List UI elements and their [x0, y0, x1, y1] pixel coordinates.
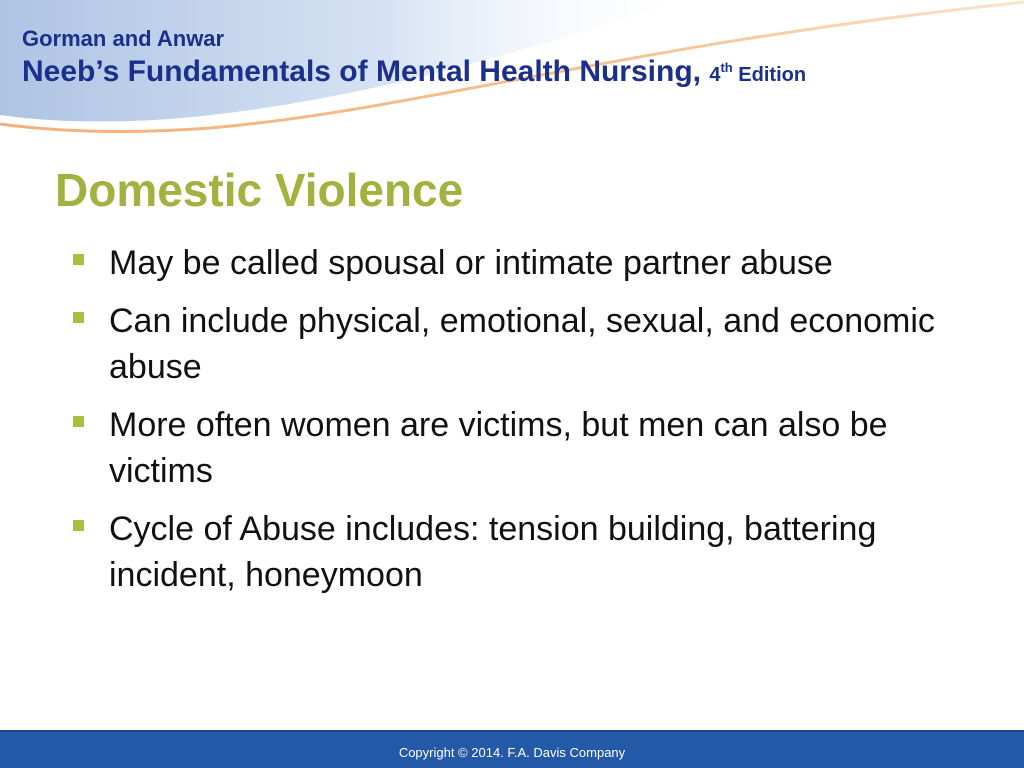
bullet-item	[72, 240, 992, 286]
edition-number: 4	[709, 64, 721, 86]
authors: Gorman and Anwar	[22, 26, 225, 51]
copyright-text: Copyright © 2014. F.A. Davis Company	[398, 745, 626, 760]
slide-title: Domestic Violence	[55, 164, 464, 216]
footer-bar	[0, 730, 1024, 768]
bullet-list	[72, 240, 992, 610]
bullet-item	[72, 506, 992, 598]
book-title	[22, 54, 806, 93]
header	[22, 26, 806, 93]
bullet-text: More often women are victims, but men can also be victims	[109, 406, 888, 490]
square-bullet-icon	[73, 312, 84, 323]
edition-suffix: th	[720, 60, 733, 75]
edition	[709, 60, 807, 86]
bullet-text: May be called spousal or intimate partner abuse	[109, 244, 833, 282]
square-bullet-icon	[73, 416, 84, 427]
square-bullet-icon	[73, 254, 84, 265]
book-title-text: Neeb’s Fundamentals of Mental Health Nursing,	[22, 55, 701, 88]
bullet-text: Cycle of Abuse includes: tension building, battering incident, honeymoon	[109, 510, 877, 594]
bullet-item	[72, 298, 992, 390]
bullet-item	[72, 402, 992, 494]
edition-word: Edition	[738, 64, 807, 86]
bullet-text: Can include physical, emotional, sexual, and economic abuse	[109, 302, 935, 386]
square-bullet-icon	[73, 520, 84, 531]
